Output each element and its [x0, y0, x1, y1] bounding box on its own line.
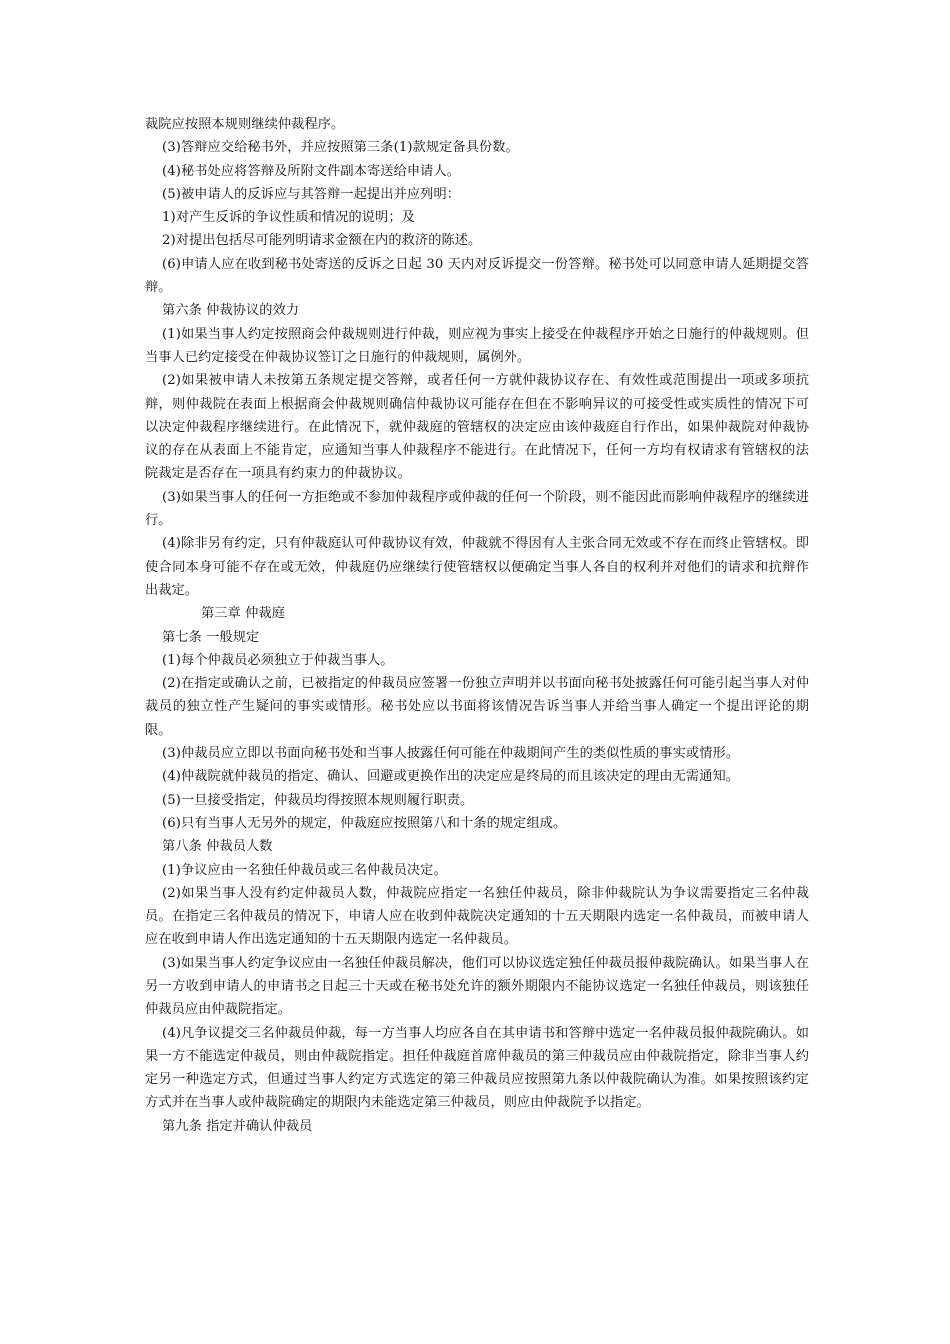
paragraph: (4)仲裁院就仲裁员的指定、确认、回避或更换作出的决定应是终局的而且该决定的理由无需通知。 — [162, 769, 740, 785]
paragraph: (6)申请人应在收到秘书处寄送的反诉之日起 30 天内对反诉提交一份答辩。秘书处可以同意申请人延期提交答辩。 — [145, 256, 809, 296]
paragraph: (1)如果当事人约定按照商会仲裁规则进行仲裁，则应视为事实上接受在仲裁程序开始之日施行的仲裁规则。但当事人已约定接受在仲裁协议签订之日施行的仲裁规则，属例外。 — [145, 326, 809, 365]
paragraph: (5)一旦接受指定，仲裁员均得按照本规则履行职责。 — [162, 792, 474, 808]
paragraph: (1)每个仲裁员必须独立于仲裁当事人。 — [162, 652, 394, 668]
paragraph: (6)只有当事人无另外的规定，仲裁庭应按照第八和十条的规定组成。 — [162, 815, 567, 831]
paragraph: (2)如果被申请人未按第五条规定提交答辩，或者任何一方就仲裁协议存在、有效性或范围提出一项或多项抗辩，则仲裁院在表面上根据商会仲裁规则确信仲裁协议可能存在但在不影响异议的可接受性或实质性的情况下可以决定仲裁程序继续进行。在此情况下，就仲裁庭的管辖权的决定应由该仲裁庭自行作出，如果仲裁院对仲裁协议的存在从表面上不能肯定，应通知当事人仲裁程序不能进行。在此情况下，任何一方均有权请求有管辖权的法院裁定是否存在一项具有约束力的仲裁协议。 — [145, 373, 809, 482]
paragraph: (2)如果当事人没有约定仲裁员人数，仲裁院应指定一名独任仲裁员，除非仲裁院认为争议需要指定三名仲裁员。在指定三名仲裁员的情况下，申请人应在收到仲裁院决定通知的十五天期限内选定一名仲裁员，而被申请人应在收到申请人作出选定通知的十五天期限内选定一名仲裁员。 — [145, 885, 809, 948]
paragraph: (1)争议应由一名独任仲裁员或三名仲裁员决定。 — [162, 862, 447, 878]
paragraph: 1)对产生反诉的争议性质和情况的说明；及 — [162, 210, 415, 226]
paragraph: (3)答辩应交给秘书外，并应按照第三条(1)款规定备具份数。 — [162, 140, 519, 156]
paragraph: (3)如果当事人约定争议应由一名独任仲裁员解决，他们可以协议选定独任仲裁员报仲裁院确认。如果当事人在另一方收到申请人的申请书之日起三十天或在秘书处允许的额外期限内不能协议选定一名独任仲裁员，则该独任仲裁员应由仲裁院指定。 — [145, 955, 809, 1018]
document-page — [145, 113, 809, 1138]
paragraph: (2)在指定或确认之前，已被指定的仲裁员应签署一份独立声明并以书面向秘书处披露任何可能引起当事人对仲裁员的独立性产生疑问的事实或情形。秘书处应以书面将该情况告诉当事人并给当事人确定一个提出评论的期限。 — [145, 676, 809, 738]
paragraph: (3)仲裁员应立即以书面向秘书处和当事人披露任何可能在仲裁期间产生的类似性质的事实或情形。 — [162, 746, 740, 762]
chapter-heading: 第三章 仲裁庭 — [201, 606, 286, 622]
paragraph: (4)秘书处应将答辩及所附文件副本寄送给申请人。 — [162, 163, 461, 179]
paragraph: (3)如果当事人的任何一方拒绝或不参加仲裁程序或仲裁的任何一个阶段，则不能因此而影响仲裁程序的继续进行。 — [145, 489, 809, 529]
article-heading: 第九条 指定并确认仲裁员 — [162, 1118, 313, 1134]
paragraph: 裁院应按照本规则继续仲裁程序。 — [145, 117, 345, 132]
paragraph: (4)除非另有约定，只有仲裁庭认可仲裁协议有效，仲裁就不得因有人主张合同无效或不存在而终止管辖权。即使合同本身可能不存在或无效，仲裁庭仍应继续行使管辖权以便确定当事人各自的权利并对他们的请求和抗辩作出裁定。 — [145, 536, 809, 598]
paragraph: (5)被申请人的反诉应与其答辩一起提出并应列明： — [162, 186, 461, 202]
paragraph: (4)凡争议提交三名仲裁员仲裁，每一方当事人均应各自在其申请书和答辩中选定一名仲裁员报仲裁院确认。如果一方不能选定仲裁员，则由仲裁院指定。担任仲裁庭首席仲裁员的第三仲裁员应由仲裁院指定，除非当事人约定另一种选定方式，但通过当事人约定方式选定的第三仲裁员应按照第九条以仲裁院确认为准。如果按照该约定方式并在当事人或仲裁院确定的期限内未能选定第三仲裁员，则应由仲裁院予以指定。 — [145, 1025, 809, 1111]
article-heading: 第六条 仲裁协议的效力 — [162, 303, 300, 319]
article-heading: 第七条 一般规定 — [162, 629, 260, 645]
article-heading: 第八条 仲裁员人数 — [162, 839, 273, 855]
paragraph: 2)对提出包括尽可能列明请求金额在内的救济的陈述。 — [162, 233, 482, 249]
